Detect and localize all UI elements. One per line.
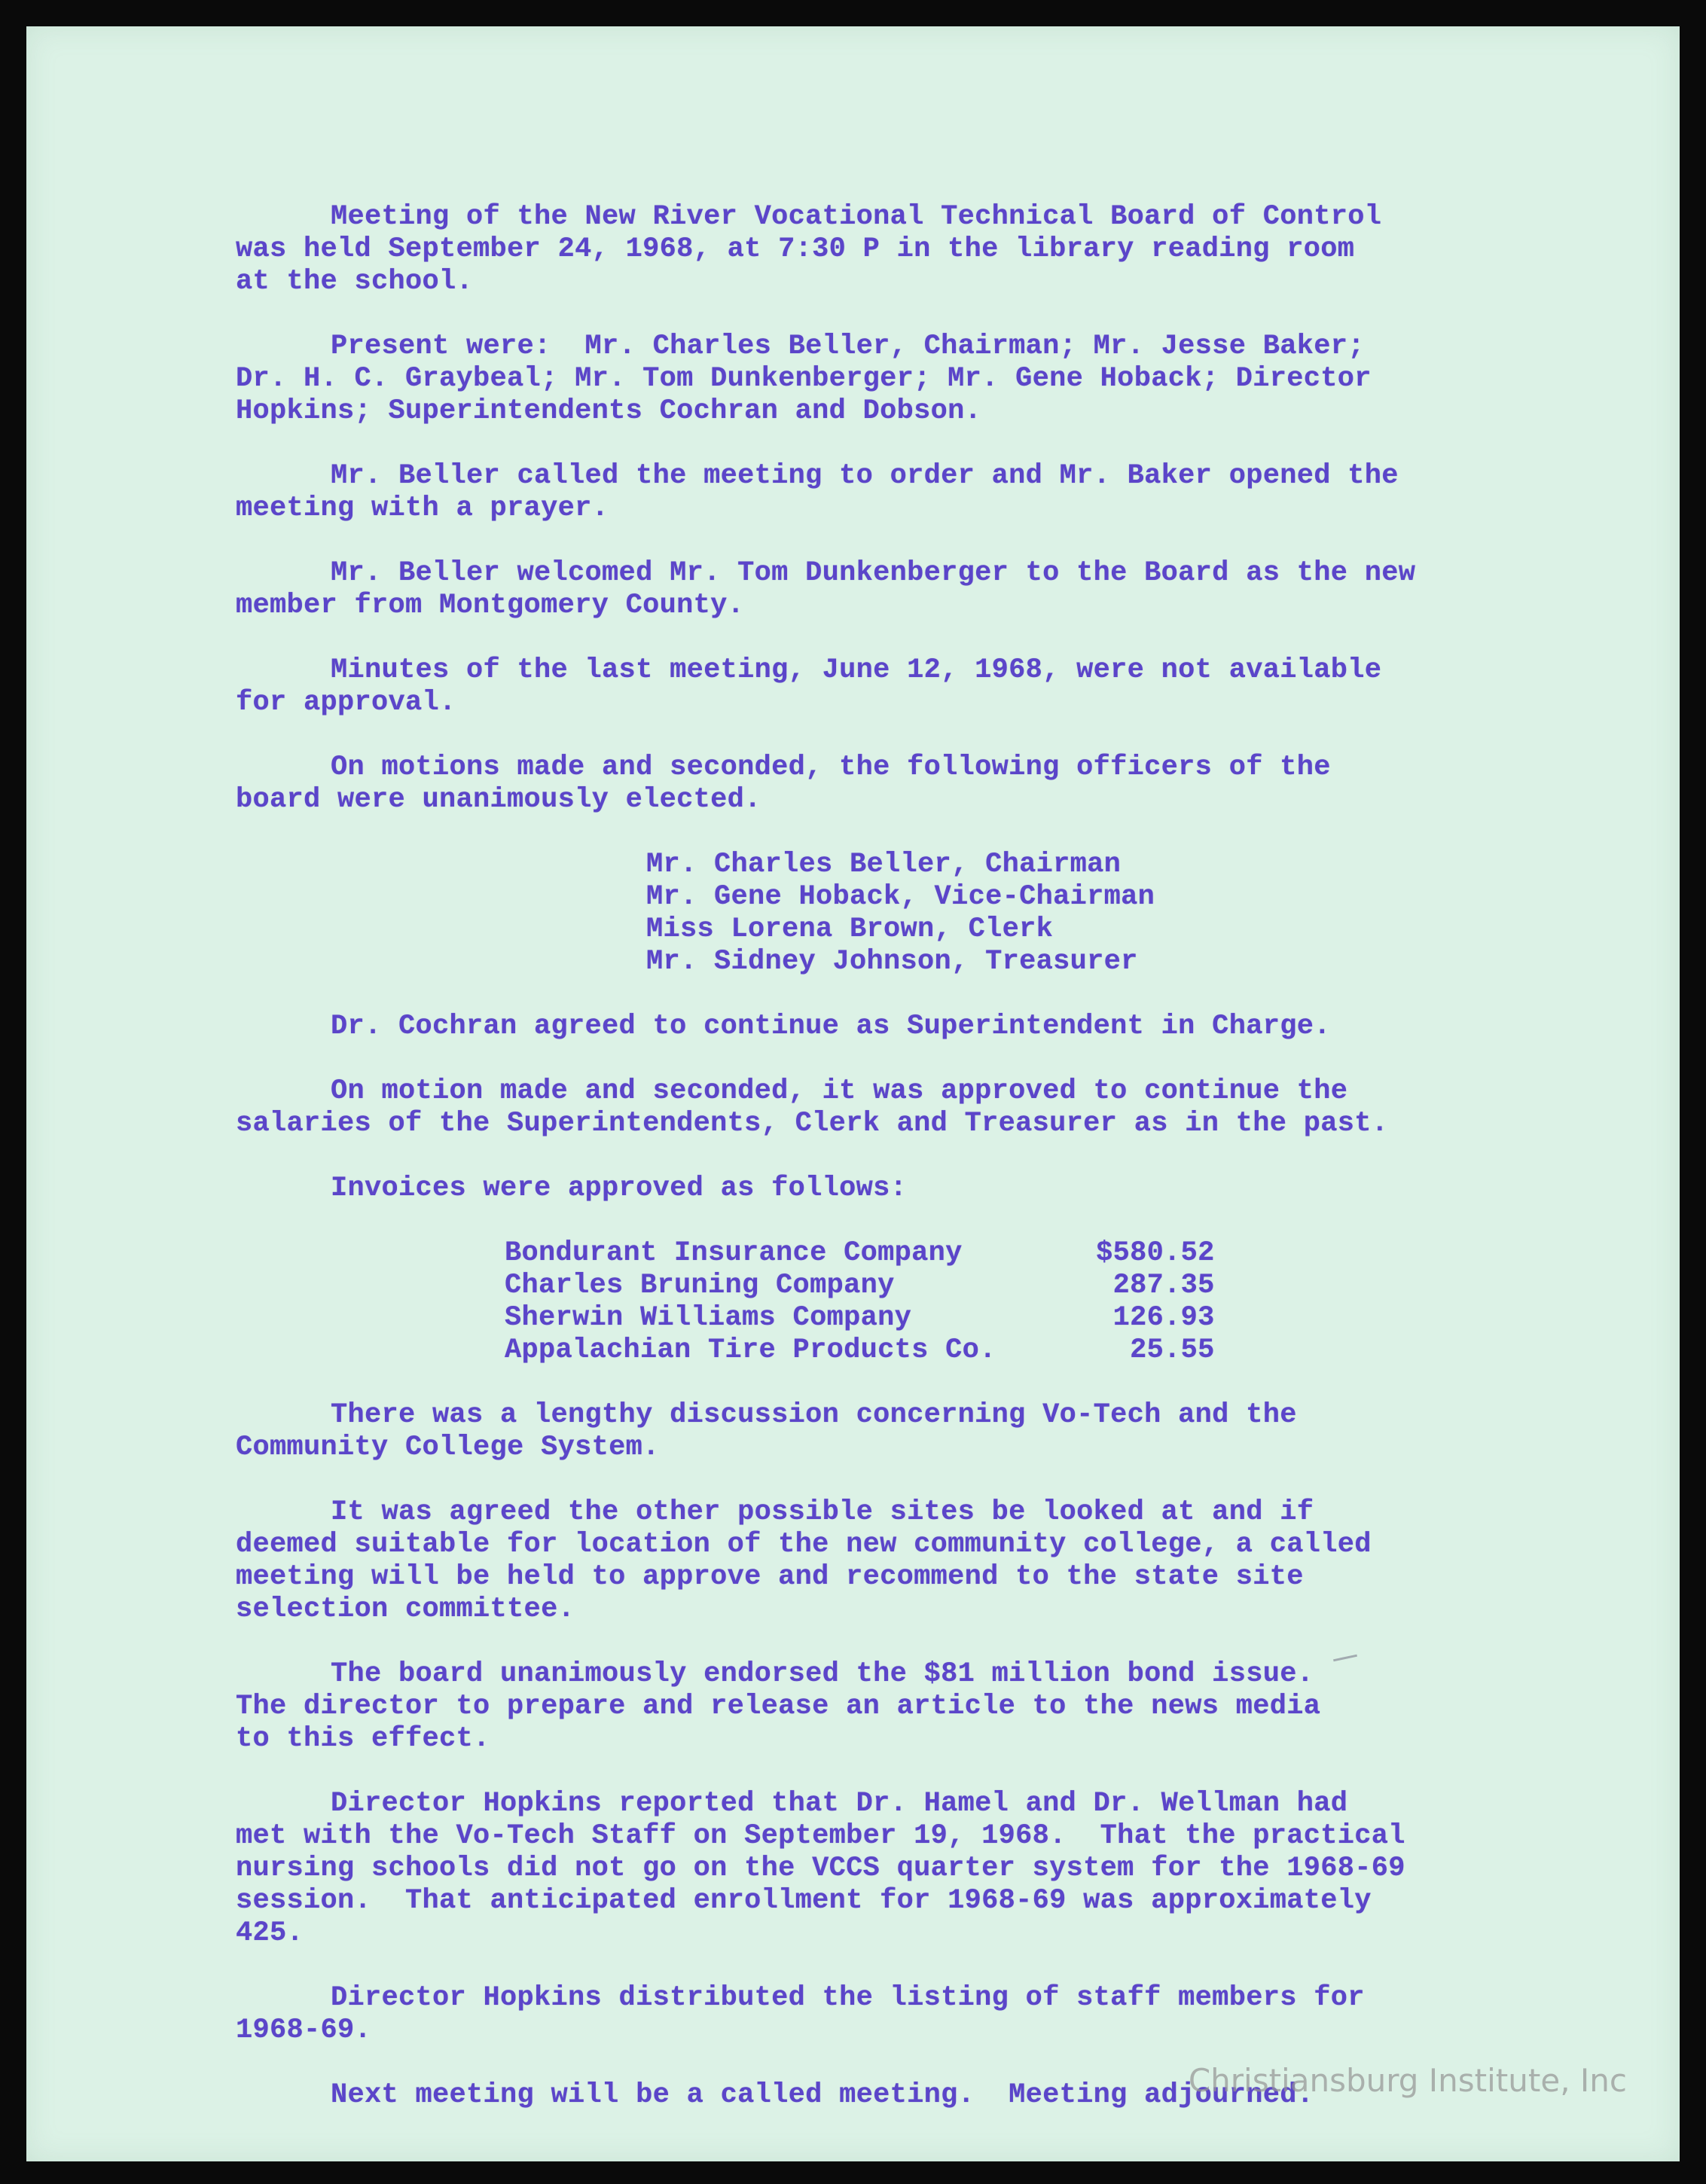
welcome-text: Mr. Beller welcomed Mr. Tom Dunkenberger to the Board as the new member from Montgomery County. xyxy=(236,557,1416,621)
meeting-intro-text: Meeting of the New River Vocational Technical Board of Control was held September 24, 1968, at 7:30 P in the library reading room at the school. xyxy=(236,201,1382,297)
minutes-paragraph xyxy=(236,654,1614,719)
director-report-paragraph xyxy=(236,1788,1614,1950)
salaries-text: On motion made and seconded, it was approved to continue the salaries of the Superintendents, Clerk and Treasurer as in the past. xyxy=(236,1075,1389,1139)
table-row xyxy=(505,1334,1215,1367)
discussion-paragraph xyxy=(236,1399,1614,1464)
officer-item: Mr. Charles Beller, Chairman xyxy=(646,849,1122,880)
director-report-text: Director Hopkins reported that Dr. Hamel and Dr. Wellman had met with the Vo-Tech Staff on September 19, 1968. That the practical nursing schools did not go on the VCCS quarter system for the 1968-69 session. That anticipated enrollment for 1968-69 was approximately 425. xyxy=(236,1788,1405,1949)
superintendent-paragraph xyxy=(236,1011,1614,1043)
invoice-amount: 126.93 xyxy=(1112,1302,1215,1334)
call-to-order-text: Mr. Beller called the meeting to order and Mr. Baker opened the meeting with a prayer. xyxy=(236,460,1399,524)
invoice-table xyxy=(505,1237,1215,1367)
table-row xyxy=(505,1270,1215,1302)
meeting-intro-paragraph xyxy=(236,201,1614,298)
minutes-text: Minutes of the last meeting, June 12, 1968, were not available for approval. xyxy=(236,654,1382,718)
call-to-order-paragraph xyxy=(236,460,1614,525)
invoice-vendor: Appalachian Tire Products Co. xyxy=(505,1334,996,1366)
officers-list xyxy=(236,849,1614,978)
typed-minutes xyxy=(236,201,1614,2144)
welcome-paragraph xyxy=(236,557,1614,622)
invoice-amount: $580.52 xyxy=(1096,1237,1215,1269)
attendance-paragraph xyxy=(236,331,1614,428)
staff-listing-text: Director Hopkins distributed the listing of staff members for 1968-69. xyxy=(236,1982,1365,2046)
invoices-paragraph xyxy=(236,1173,1614,1205)
salaries-paragraph xyxy=(236,1075,1614,1140)
officer-item: Mr. Gene Hoback, Vice-Chairman xyxy=(646,881,1155,913)
watermark: Christiansburg Institute, Inc xyxy=(1188,2062,1627,2099)
invoice-vendor: Sherwin Williams Company xyxy=(505,1302,912,1334)
table-row xyxy=(505,1302,1215,1334)
officer-item: Miss Lorena Brown, Clerk xyxy=(646,914,1054,945)
officers-paragraph xyxy=(236,752,1614,816)
adjournment-text: Next meeting will be a called meeting. Meeting adjourned. xyxy=(331,2079,1314,2111)
invoice-vendor: Charles Bruning Company xyxy=(505,1270,895,1301)
bond-issue-paragraph xyxy=(236,1658,1614,1755)
sites-text: It was agreed the other possible sites be looked at and if deemed suitable for location of the new community college, a called meeting will be held to approve and recommend to the state site selection committee. xyxy=(236,1496,1372,1625)
document-sheet xyxy=(26,26,1680,2161)
discussion-text: There was a lengthy discussion concerning Vo-Tech and the Community College System. xyxy=(236,1399,1297,1463)
officer-item: Mr. Sidney Johnson, Treasurer xyxy=(646,946,1138,978)
invoice-amount: 287.35 xyxy=(1112,1270,1215,1301)
staff-listing-paragraph xyxy=(236,1982,1614,2047)
superintendent-text: Dr. Cochran agreed to continue as Superintendent in Charge. xyxy=(331,1011,1331,1042)
officers-text: On motions made and seconded, the following officers of the board were unanimously elected. xyxy=(236,752,1331,816)
attendance-text: Present were: Mr. Charles Beller, Chairman; Mr. Jesse Baker; Dr. H. C. Graybeal; Mr. Tom Dunkenberger; Mr. Gene Hoback; Director Hopkins; Superintendents Cochran and Dobson. xyxy=(236,331,1372,427)
invoice-amount: 25.55 xyxy=(1130,1334,1215,1366)
table-row xyxy=(505,1237,1215,1270)
sites-paragraph xyxy=(236,1496,1614,1626)
bond-issue-text: The board unanimously endorsed the $81 million bond issue. The director to prepare and release an article to the news media to this effect. xyxy=(236,1658,1321,1755)
invoice-vendor: Bondurant Insurance Company xyxy=(505,1237,963,1269)
invoices-text: Invoices were approved as follows: xyxy=(331,1173,908,1204)
